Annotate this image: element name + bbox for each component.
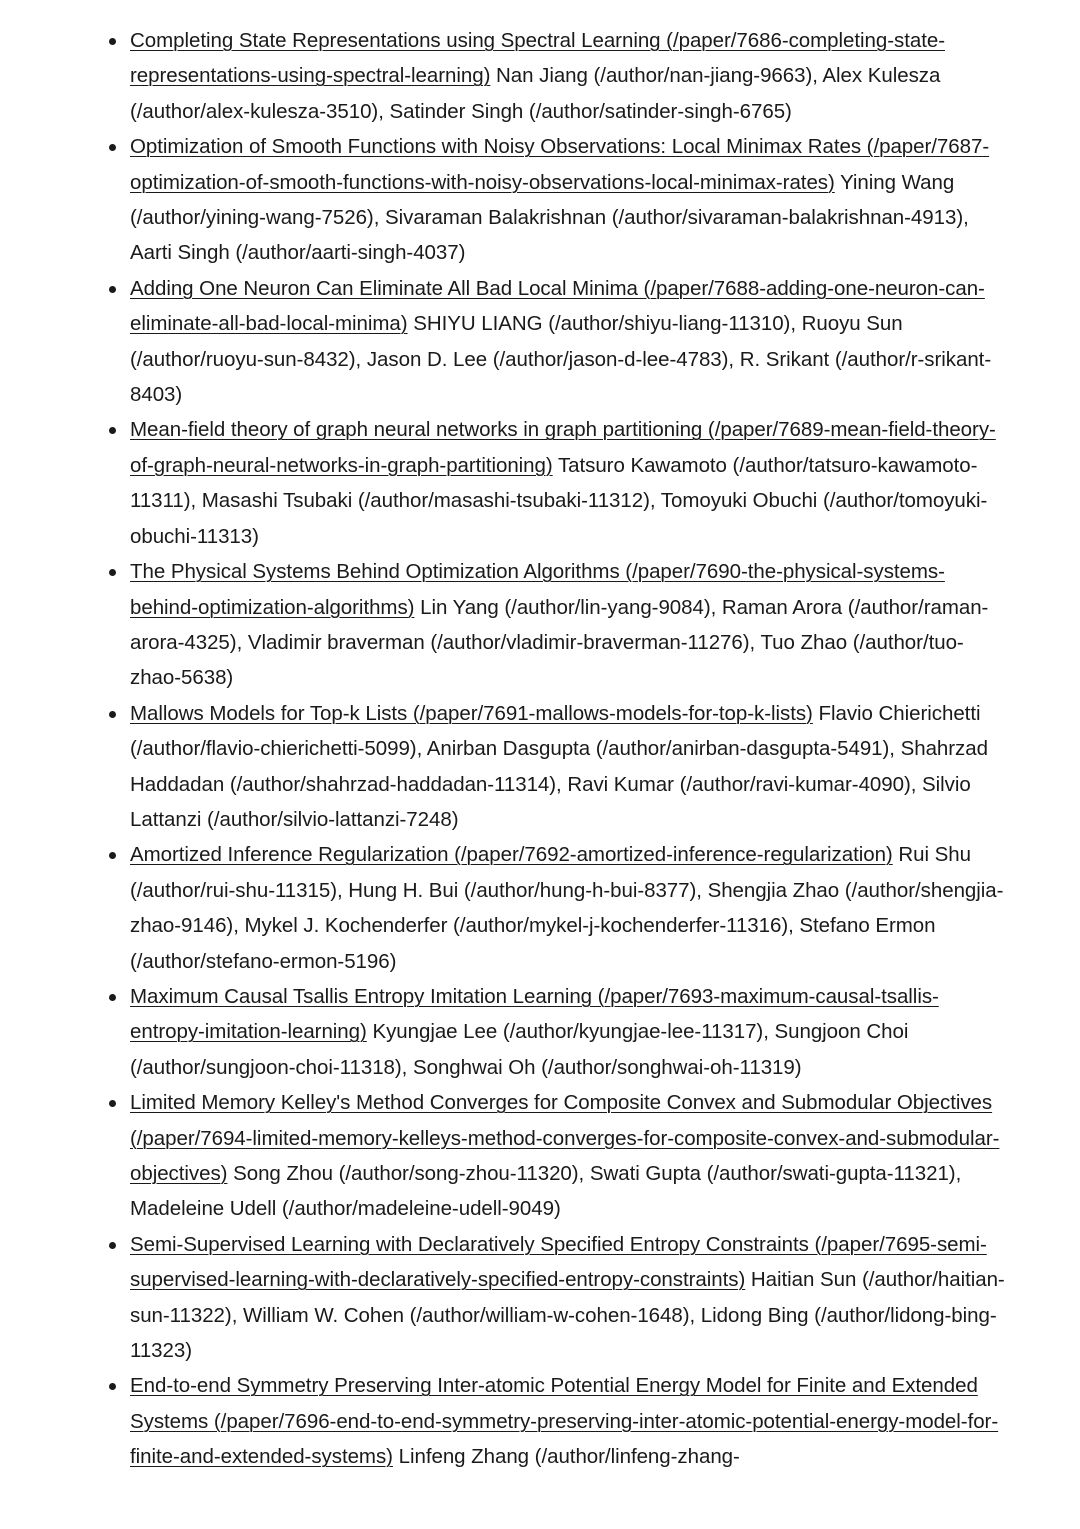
paper-title-link[interactable]: Semi-Supervised Learning with Declaratively Specified Entropy Constraints (/paper/7695-semi-supervised-learning-with-declaratively-specified-entropy-constraints) [130,1232,987,1292]
paper-list [130,23,1010,1475]
paper-title-link[interactable]: End-to-end Symmetry Preserving Inter-atomic Potential Energy Model for Finite and Extended Systems (/paper/7696-end-to-end-symmetry-preserving-inter-atomic-potential-energy-model-for-finite-and-extended-systems) [130,1374,999,1469]
paper-list-item [130,554,1010,696]
paper-list-item [130,979,1010,1085]
paper-title-link[interactable]: Mean-field theory of graph neural networks in graph partitioning (/paper/7689-mean-field-theory-of-graph-neural-networks-in-graph-partitioning) [130,418,996,477]
bullet-icon [109,994,116,1001]
paper-authors: Linfeng Zhang (/author/linfeng-zhang- [398,1445,740,1469]
paper-title-link[interactable]: Adding One Neuron Can Eliminate All Bad Local Minima (/paper/7688-adding-one-neuron-can-eliminate-all-bad-local-minima) [130,276,985,336]
bullet-icon [109,1242,116,1249]
paper-authors: Haitian Sun (/author/haitian-sun-11322), William W. Cohen (/author/william-w-cohen-1648), Lidong Bing (/author/lidong-bing-11323) [130,1268,1005,1363]
paper-list-item [130,696,1010,838]
bullet-icon [109,1383,116,1390]
paper-authors: Song Zhou (/author/song-zhou-11320), Swati Gupta (/author/swati-gupta-11321), Madeleine Udell (/author/madeleine-udell-9049) [130,1162,962,1221]
bullet-icon [109,711,116,718]
paper-list-item [130,271,1010,413]
paper-authors: Tatsuro Kawamoto (/author/tatsuro-kawamoto-11311), Masashi Tsubaki (/author/masashi-tsubaki-11312), Tomoyuki Obuchi (/author/tomoyuki-obuchi-11313) [130,453,988,548]
paper-title-link[interactable]: Completing State Representations using Spectral Learning (/paper/7686-completing-state-representations-using-spectral-learning) [130,29,945,88]
paper-list-item [130,1085,1010,1227]
paper-title-link[interactable]: Amortized Inference Regularization (/paper/7692-amortized-inference-regularization) [130,843,893,867]
paper-list-item [130,1227,1010,1369]
paper-title-link[interactable]: Maximum Causal Tsallis Entropy Imitation Learning (/paper/7693-maximum-causal-tsallis-entropy-imitation-learning) [130,984,939,1044]
paper-list-item [130,1368,1010,1474]
paper-list-item [130,129,1010,271]
paper-authors: Flavio Chierichetti (/author/flavio-chierichetti-5099), Anirban Dasgupta (/author/anirban-dasgupta-5491), Shahrzad Haddadan (/author/shahrzad-haddadan-11314), Ravi Kumar (/author/ravi-kumar-4090), Silvio Lattanzi (/author/silvio-lattanzi-7248) [130,701,988,831]
paper-authors: Yining Wang (/author/yining-wang-7526), Sivaraman Balakrishnan (/author/sivaraman-balakrishnan-4913), Aarti Singh (/author/aarti-singh-4037) [130,170,969,265]
bullet-icon [109,852,116,859]
bullet-icon [109,38,116,45]
paper-authors: Lin Yang (/author/lin-yang-9084), Raman Arora (/author/raman-arora-4325), Vladimir braverman (/author/vladimir-braverman-11276), Tuo Zhao (/author/tuo-zhao-5638) [130,595,989,690]
paper-title-link[interactable]: The Physical Systems Behind Optimization Algorithms (/paper/7690-the-physical-systems-behind-optimization-algorithms) [130,560,945,619]
paper-title-link[interactable]: Limited Memory Kelley's Method Converges for Composite Convex and Submodular Objectives (/paper/7694-limited-memory-kelleys-method-converges-for-composite-convex-and-submodular-objectives) [130,1091,1000,1185]
paper-list-item [130,23,1010,129]
paper-authors: Nan Jiang (/author/nan-jiang-9663), Alex Kulesza (/author/alex-kulesza-3510), Satinder Singh (/author/satinder-singh-6765) [130,64,941,123]
paper-authors: Rui Shu (/author/rui-shu-11315), Hung H. Bui (/author/hung-h-bui-8377), Shengjia Zhao (/author/shengjia-zhao-9146), Mykel J. Kochenderfer (/author/mykel-j-kochenderfer-11316), Stefano Ermon (/author/stefano-ermon-5196) [130,843,1004,973]
bullet-icon [109,144,116,151]
paper-authors: SHIYU LIANG (/author/shiyu-liang-11310), Ruoyu Sun (/author/ruoyu-sun-8432), Jason D. Lee (/author/jason-d-lee-4783), R. Srikant (/author/r-srikant-8403) [130,312,992,407]
bullet-icon [109,1100,116,1107]
paper-list-item [130,837,1010,979]
paper-title-link[interactable]: Mallows Models for Top-k Lists (/paper/7691-mallows-models-for-top-k-lists) [130,701,813,725]
paper-authors: Kyungjae Lee (/author/kyungjae-lee-11317), Sungjoon Choi (/author/sungjoon-choi-11318), Songhwai Oh (/author/songhwai-oh-11319) [130,1020,909,1079]
bullet-icon [109,427,116,434]
paper-title-link[interactable]: Optimization of Smooth Functions with Noisy Observations: Local Minimax Rates (/paper/7687-optimization-of-smooth-functions-with-noisy-observations-local-minimax-rates) [130,135,990,194]
paper-list-item [130,412,1010,554]
bullet-icon [109,569,116,576]
bullet-icon [109,286,116,293]
